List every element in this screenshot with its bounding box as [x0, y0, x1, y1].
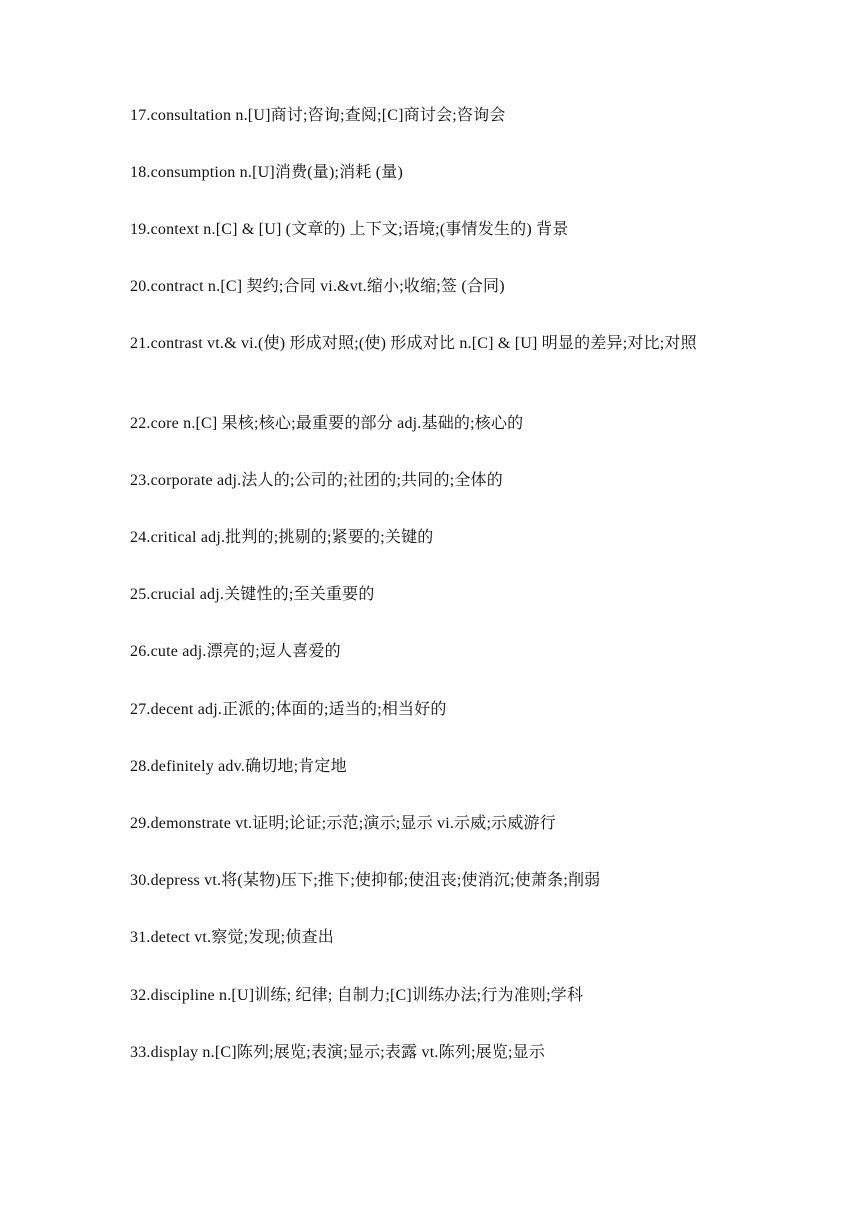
vocab-entry-17: 17.consultation n.[U]商讨;咨询;查阅;[C]商讨会;咨询会 — [130, 107, 506, 124]
vocab-entry-20: 20.contract n.[C] 契约;合同 vi.&vt.缩小;收缩;签 (合同) — [130, 278, 505, 295]
vocab-entry-27: 27.decent adj.正派的;体面的;适当的;相当好的 — [130, 701, 447, 718]
vocab-entry-26: 26.cute adj.漂亮的;逗人喜爱的 — [130, 643, 341, 660]
vocab-entry-30: 30.depress vt.将(某物)压下;推下;使抑郁;使沮丧;使消沉;使萧条;削弱 — [130, 872, 601, 889]
vocab-entry-23: 23.corporate adj.法人的;公司的;社团的;共同的;全体的 — [130, 472, 503, 489]
vocab-entry-25: 25.crucial adj.关键性的;至关重要的 — [130, 586, 375, 603]
vocab-entry-22: 22.core n.[C] 果核;核心;最重要的部分 adj.基础的;核心的 — [130, 415, 524, 432]
vocab-entry-19: 19.context n.[C] & [U] (文章的) 上下文;语境;(事情发生的) 背景 — [130, 221, 569, 238]
vocab-entry-31: 31.detect vt.察觉;发现;侦查出 — [130, 929, 334, 946]
vocab-entry-28: 28.definitely adv.确切地;肯定地 — [130, 758, 347, 775]
vocab-entry-24: 24.critical adj.批判的;挑剔的;紧要的;关键的 — [130, 529, 434, 546]
vocab-entry-32: 32.discipline n.[U]训练; 纪律; 自制力;[C]训练办法;行为准则;学科 — [130, 987, 584, 1004]
vocab-entry-29: 29.demonstrate vt.证明;论证;示范;演示;显示 vi.示威;示威游行 — [130, 815, 556, 832]
vocab-entry-21: 21.contrast vt.& vi.(使) 形成对照;(使) 形成对比 n.[C] & [U] 明显的差异;对比;对照 — [130, 335, 697, 352]
vocab-entry-18: 18.consumption n.[U]消费(量);消耗 (量) — [130, 164, 404, 181]
vocab-entry-33: 33.display n.[C]陈列;展览;表演;显示;表露 vt.陈列;展览;显示 — [130, 1044, 546, 1061]
